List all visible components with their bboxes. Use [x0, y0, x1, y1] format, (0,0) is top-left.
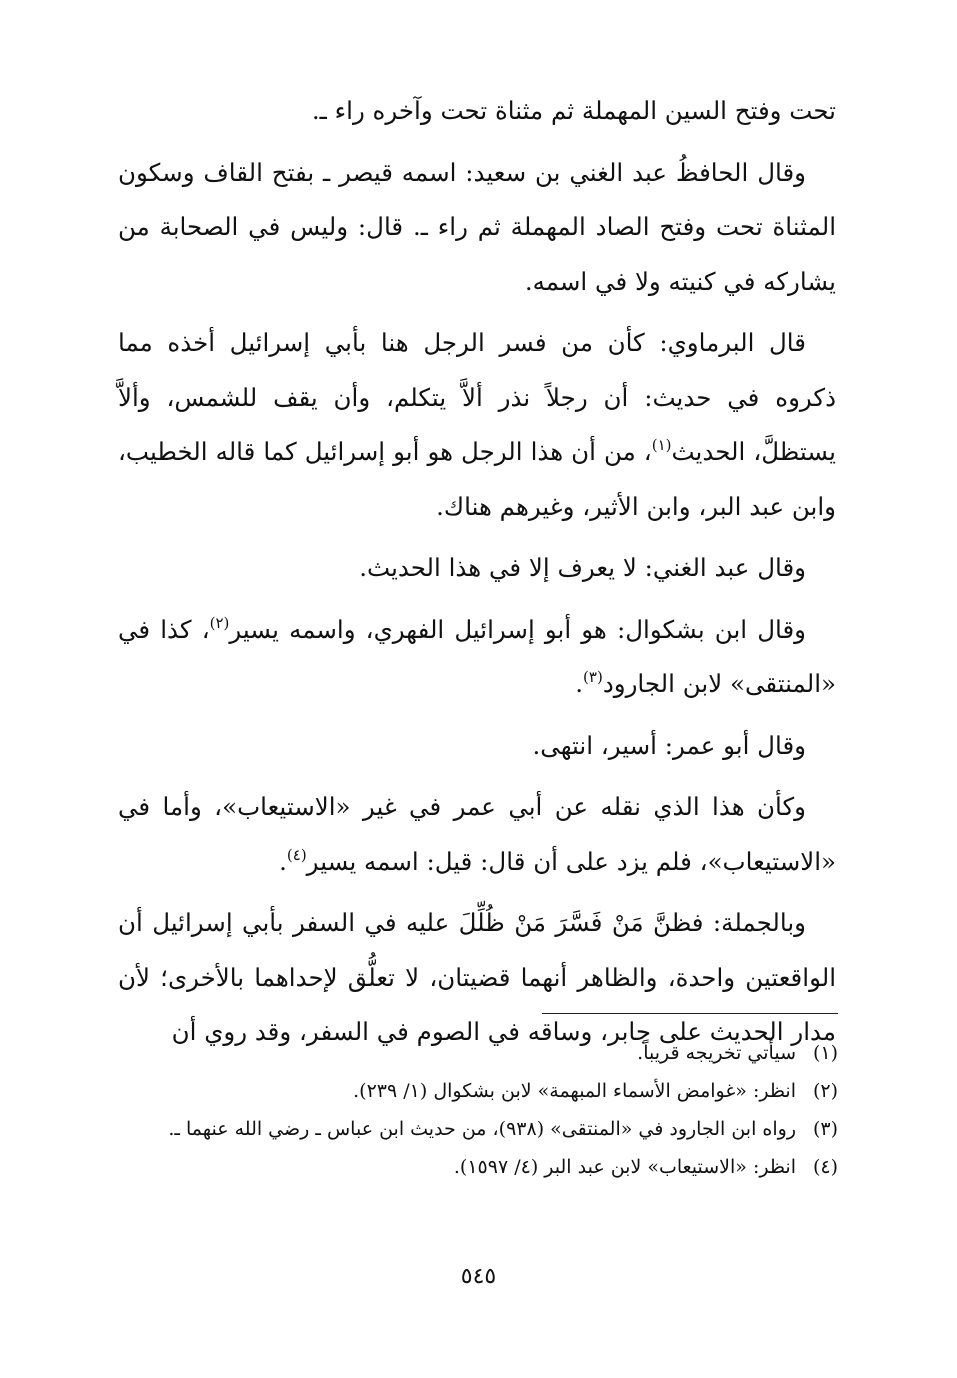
footnote-ref-4[interactable]: (٤) [286, 845, 307, 864]
paragraph-4 [118, 541, 836, 596]
footnote-text: انظر: «غوامض الأسماء المبهمة» لابن بشكوال (١/ ٢٣٩). [353, 1080, 796, 1102]
paragraph-text: وبالجملة: فظنَّ مَنْ فَسَّرَ مَنْ ظُلِّلَ عليه في السفر بأبي إسرائيل أن الواقعتين واحدة، والظاهر أنهما قضيتان، لا تعلُّق لإحداهما بالأخرى؛ لأن مدار الحديث على جابر، وساقه في الصوم في السفر، وقد روي أن [118, 908, 836, 1046]
footnote-ref-1[interactable]: (١) [651, 436, 672, 454]
paragraph-text: وقال ابن بشكوال: هو أبو إسرائيل الفهري، واسمه يسير [229, 614, 806, 644]
paragraph-text: وكأن هذا الذي نقله عن أبي عمر في غير «الاستيعاب»، وأما في «الاستيعاب»، فلم يزد على أن قال: قيل: اسمه يسير [118, 792, 836, 876]
footnote-3 [118, 1112, 838, 1146]
footnote-ref-3[interactable]: (٣) [583, 668, 603, 686]
paragraph-3 [118, 316, 836, 534]
footnote-text: رواه ابن الجارود في «المنتقى» (٩٣٨)، من حديث ابن عباس ـ رضي الله عنهما ـ. [168, 1118, 796, 1140]
footnote-number: (١) [812, 1042, 838, 1064]
footnote-2 [118, 1074, 838, 1108]
footnote-number: (٢) [812, 1080, 838, 1102]
paragraph-text: ، كذا في «المنتقى» لابن الجارود [118, 614, 836, 698]
paragraph-1 [118, 84, 836, 139]
paragraph-text: ، من أن هذا الرجل هو أبو إسرائيل كما قاله الخطيب، وابن عبد البر، وابن الأثير، وغيرهم هناك. [118, 437, 836, 521]
footnote-separator [542, 1013, 838, 1014]
paragraph-6 [118, 719, 836, 774]
footnote-number: (٣) [812, 1118, 838, 1140]
paragraph-text: . [279, 846, 287, 876]
paragraph-2 [118, 146, 836, 310]
paragraph-text: وقال أبو عمر: أسير، انتهى. [532, 730, 806, 760]
footnote-text: سيأتي تخريجه قريباً. [637, 1042, 796, 1064]
paragraph-text: وقال الحافظُ عبد الغني بن سعيد: اسمه قيصر ـ بفتح القاف وسكون المثناة تحت وفتح الصاد المهملة ثم راء ـ. قال: وليس في الصحابة من يشاركه في كنيته ولا في اسمه. [118, 157, 836, 296]
footnote-4 [118, 1150, 838, 1184]
footnote-number: (٤) [812, 1156, 838, 1178]
paragraph-5 [118, 603, 836, 712]
footnotes [118, 1036, 838, 1188]
paragraph-8 [118, 896, 836, 1060]
page-number: ٥٤٥ [460, 1264, 497, 1289]
paragraph-text: وقال عبد الغني: لا يعرف إلا في هذا الحديث. [359, 553, 806, 582]
main-text [118, 84, 836, 1067]
paragraph-text: . [575, 669, 584, 698]
paragraph-text: قال البرماوي: كأن من فسر الرجل هنا بأبي إسرائيل أخذه مما ذكروه في حديث: أن رجلاً نذر ألاَّ يتكلم، وأن يقف للشمس، وألاَّ يستظلَّ، الحديث [118, 328, 836, 466]
footnote-text: انظر: «الاستيعاب» لابن عبد البر (٤/ ١٥٩٧). [453, 1156, 796, 1178]
footnote-1 [118, 1036, 838, 1070]
paragraph-7 [118, 780, 836, 889]
paragraph-text: تحت وفتح السين المهملة ثم مثناة تحت وآخره راء ـ. [311, 96, 836, 125]
footnote-ref-2[interactable]: (٢) [209, 613, 230, 632]
